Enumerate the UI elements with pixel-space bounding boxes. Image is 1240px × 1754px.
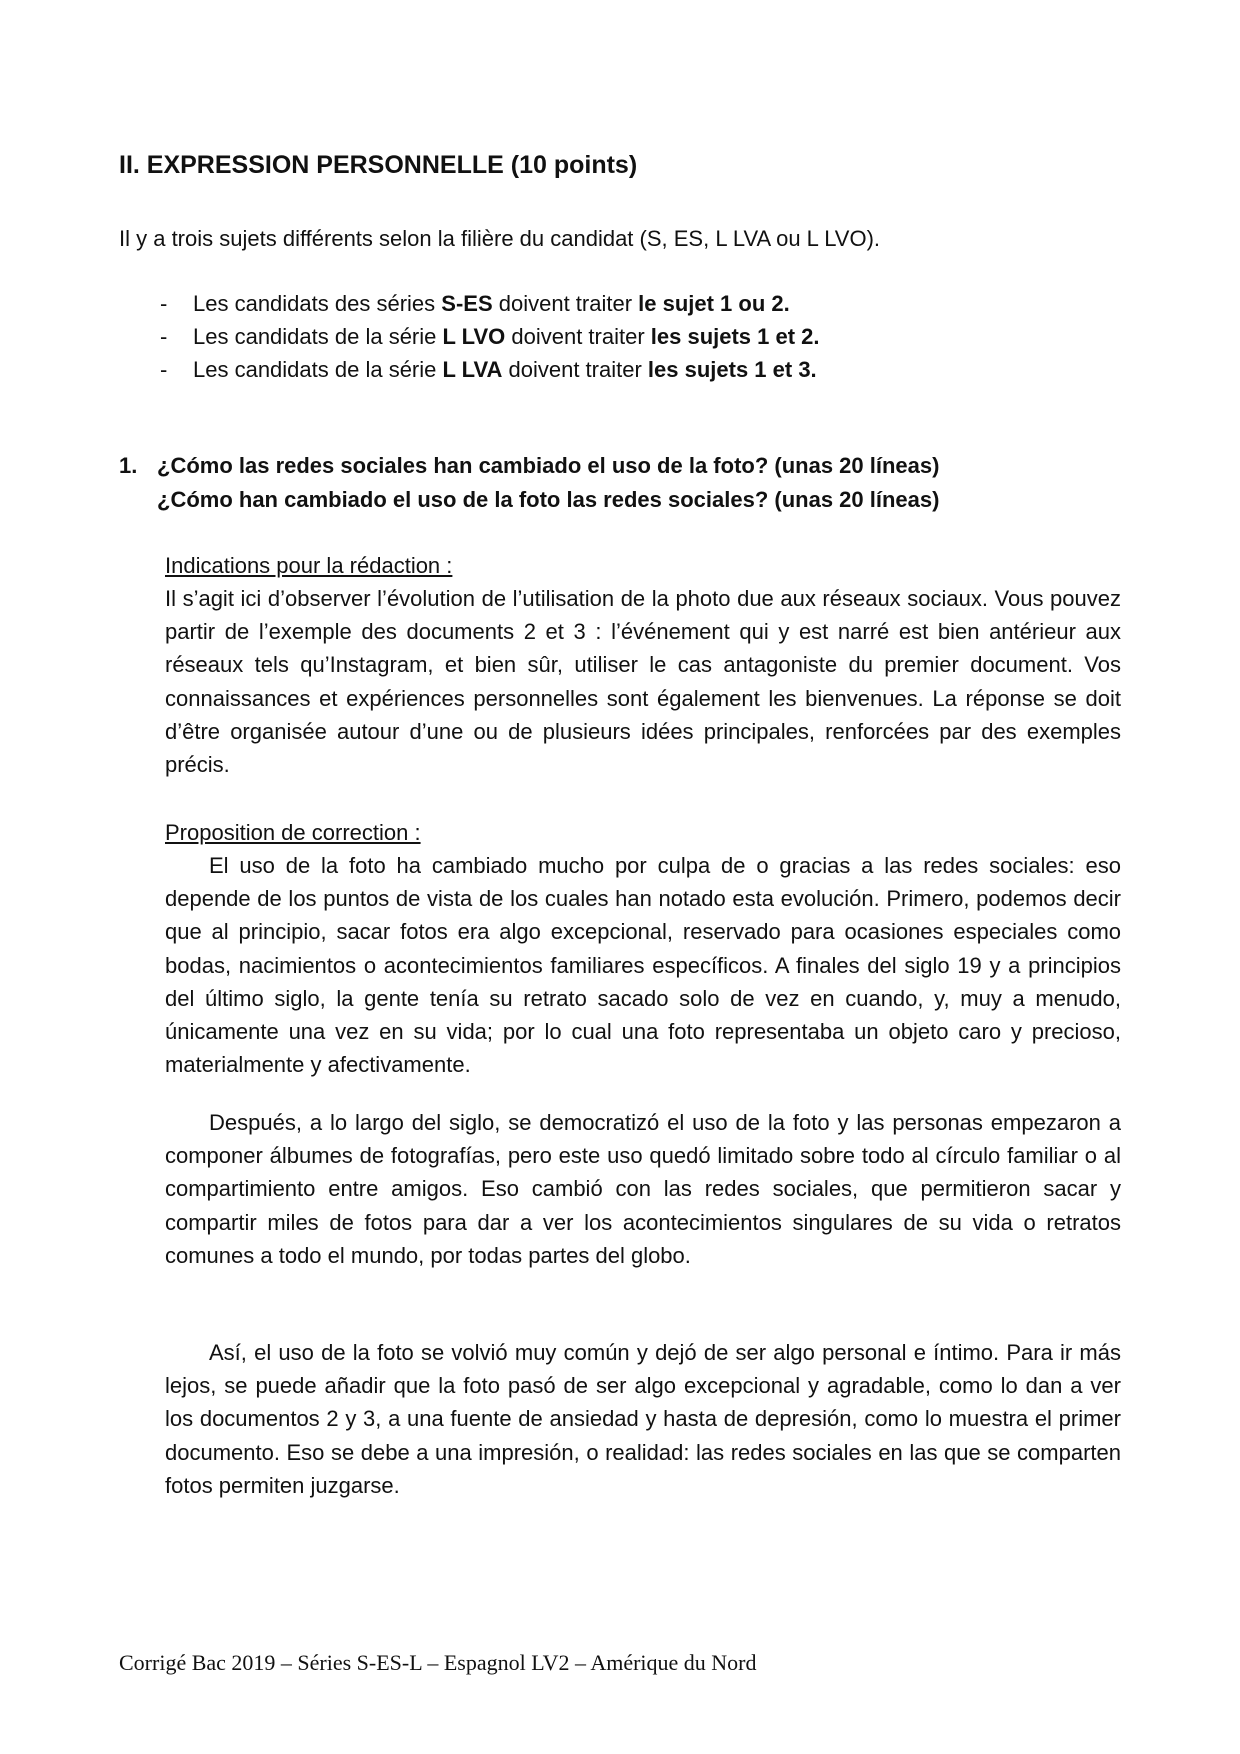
rule-item bbox=[160, 287, 1160, 320]
rule-series: L LVO bbox=[442, 324, 506, 349]
rule-series: S-ES bbox=[441, 291, 493, 316]
page-footer: Corrigé Bac 2019 – Séries S-ES-L – Espagnol LV2 – Amérique du Nord bbox=[119, 1650, 757, 1675]
rules-list bbox=[160, 287, 1160, 386]
indications-section bbox=[165, 549, 1121, 781]
proposition-section bbox=[165, 816, 1121, 1081]
rule-mid: doivent traiter bbox=[502, 357, 648, 382]
rule-item bbox=[160, 320, 1160, 353]
rule-pre: Les candidats de la série bbox=[193, 324, 443, 349]
rule-dash: - bbox=[160, 324, 168, 349]
question-number: 1. bbox=[119, 453, 138, 478]
rule-subjects: les sujets 1 et 3. bbox=[647, 357, 817, 382]
intro-text: Il y a trois sujets différents selon la filière du candidat (S, ES, L LVA ou L LVO). bbox=[119, 226, 881, 251]
rule-mid: doivent traiter bbox=[505, 324, 651, 349]
rule-pre: Les candidats des séries bbox=[193, 291, 442, 316]
question-block bbox=[119, 449, 1129, 517]
rule-dash: - bbox=[160, 357, 168, 382]
proposition-heading: Proposition de correction : bbox=[165, 820, 421, 845]
indications-heading: Indications pour la rédaction : bbox=[165, 553, 453, 578]
rule-mid: doivent traiter bbox=[492, 291, 639, 316]
section-title: II. EXPRESSION PERSONNELLE (10 points) bbox=[119, 151, 638, 179]
question-line-2: ¿Cómo han cambiado el uso de la foto las redes sociales? (unas 20 líneas) bbox=[157, 487, 940, 512]
rule-series: L LVA bbox=[442, 357, 503, 382]
rule-dash: - bbox=[160, 291, 168, 316]
rule-pre: Les candidats de la série bbox=[193, 357, 443, 382]
rule-subjects: le sujet 1 ou 2. bbox=[638, 291, 790, 316]
rule-item bbox=[160, 353, 1160, 386]
proposition-paragraph-1: El uso de la foto ha cambiado mucho por culpa de o gracias a las redes sociales: eso depende de los puntos de vista de los cuales han notado esta evolución. Primero, podemos decir que al principio, sacar fotos era algo excepcional, reservado para ocasiones especiales como bodas, nacimientos o acontecimientos familiares específicos. A finales del siglo 19 y a principios del último siglo, la gente tenía su retrato sacado solo de vez en cuando, y, muy a menudo, únicamente una vez en su vida; por lo cual una foto representaba un objeto caro y precioso, materialmente y afectivamente. bbox=[165, 853, 1121, 1078]
indications-text: Il s’agit ici d’observer l’évolution de l’utilisation de la photo due aux réseaux sociaux. Vous pouvez partir de l’exemple des documents 2 et 3 : l’événement qui y est narré est bien antérieur aux réseaux tels qu’Instagram, et bien sûr, utiliser le cas antagoniste du premier document. Vos connaissances et expériences personnelles sont également les bienvenues. La réponse se doit d’être organisée autour d’une ou de plusieurs idées principales, renforcées par des exemples précis. bbox=[165, 586, 1121, 778]
question-line-1: ¿Cómo las redes sociales han cambiado el uso de la foto? (unas 20 líneas) bbox=[157, 453, 940, 478]
rule-subjects: les sujets 1 et 2. bbox=[650, 324, 820, 349]
proposition-paragraph-2: Después, a lo largo del siglo, se democratizó el uso de la foto y las personas empezaron a componer álbumes de fotografías, pero este uso quedó limitado sobre todo al círculo familiar o al compartimiento entre amigos. Eso cambió con las redes sociales, que permitieron sacar y compartir miles de fotos para dar a ver los acontecimientos singulares de su vida o retratos comunes a todo el mundo, por todas partes del globo. bbox=[165, 1110, 1121, 1268]
proposition-paragraph-3: Así, el uso de la foto se volvió muy común y dejó de ser algo personal e íntimo. Para ir más lejos, se puede añadir que la foto pasó de ser algo excepcional y agradable, como lo dan a ver los documentos 2 y 3, a una fuente de ansiedad y hasta de depresión, como lo muestra el primer documento. Eso se debe a una impresión, o realidad: las redes sociales en las que se comparten fotos permiten juzgarse. bbox=[165, 1340, 1121, 1498]
